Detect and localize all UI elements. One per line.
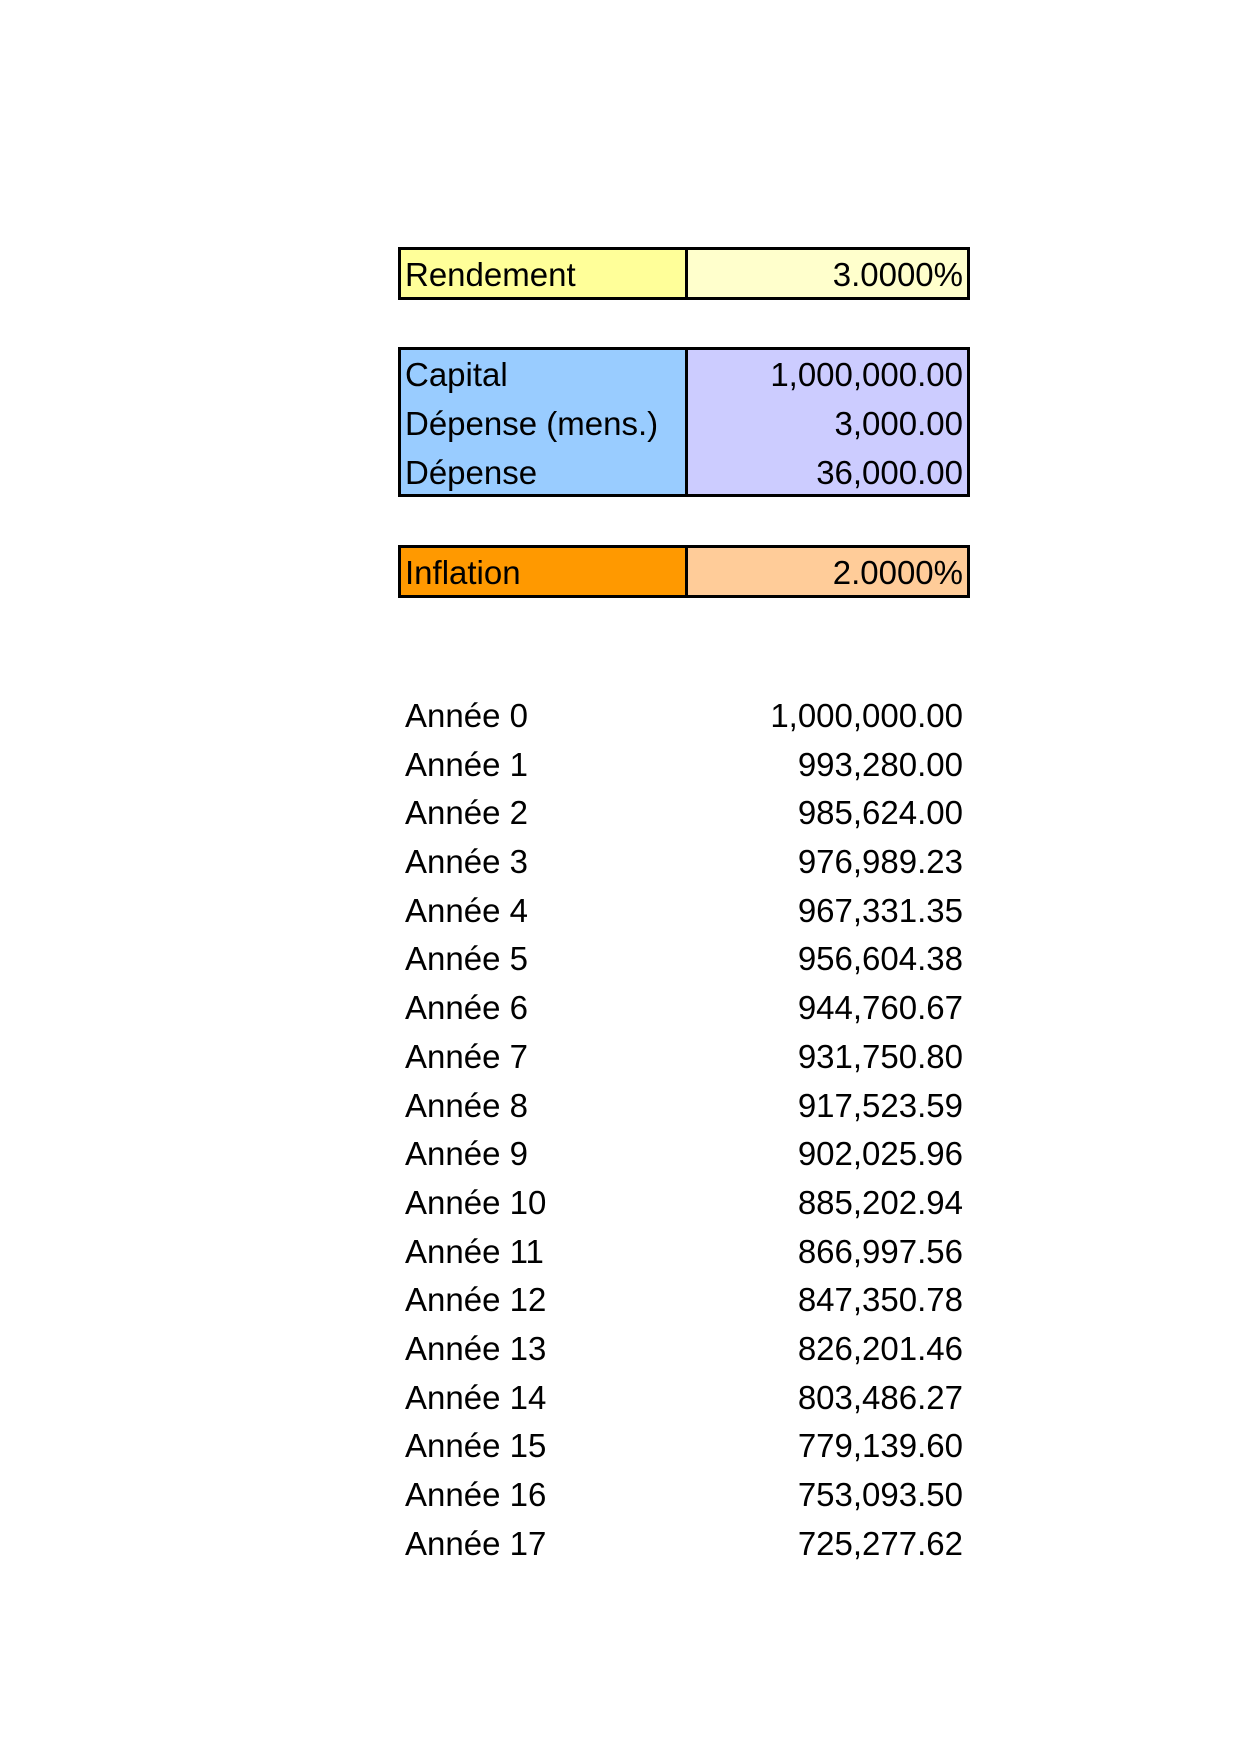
- year-row: [401, 1325, 967, 1374]
- year-label: Année 7: [405, 1037, 528, 1075]
- year-label: Année 1: [405, 745, 528, 783]
- year-row: [401, 1228, 967, 1277]
- year-row: [401, 1471, 967, 1520]
- year-value: 931,750.80: [797, 1037, 963, 1075]
- year-value: 1,000,000.00: [770, 697, 963, 734]
- year-row: [401, 1130, 967, 1179]
- year-value: 917,523.59: [797, 1086, 963, 1124]
- rendement-box: [398, 247, 970, 300]
- year-row: [401, 838, 967, 887]
- year-label: Année 17: [405, 1524, 547, 1562]
- year-row: [401, 1422, 967, 1471]
- year-label: Année 13: [405, 1329, 547, 1367]
- year-row: [401, 1033, 967, 1082]
- inflation-box: [398, 545, 970, 598]
- year-row: [401, 692, 967, 741]
- monthly-expense-label: Dépense (mens.): [405, 405, 659, 442]
- year-value: 902,025.96: [797, 1135, 963, 1173]
- year-value: 985,624.00: [797, 794, 963, 832]
- year-label: Année 10: [405, 1183, 547, 1221]
- year-label: Année 5: [405, 940, 528, 978]
- capital-labels-column: [401, 350, 688, 494]
- year-value: 956,604.38: [797, 940, 963, 978]
- year-label: Année 6: [405, 989, 528, 1027]
- year-row: [401, 789, 967, 838]
- year-row: [401, 741, 967, 790]
- rendement-value-cell: [688, 250, 967, 297]
- year-value: 725,277.62: [797, 1524, 963, 1562]
- year-label: Année 11: [405, 1232, 544, 1270]
- year-value: 866,997.56: [797, 1232, 963, 1270]
- monthly-expense-value: 3,000.00: [834, 405, 963, 442]
- year-value: 976,989.23: [797, 843, 963, 881]
- year-value: 826,201.46: [797, 1329, 963, 1367]
- rendement-label: Rendement: [405, 256, 576, 293]
- rendement-value: 3.0000%: [832, 256, 963, 293]
- year-value: 779,139.60: [797, 1427, 963, 1465]
- year-label: Année 9: [405, 1135, 528, 1173]
- year-label: Année 14: [405, 1378, 547, 1416]
- year-row: [401, 1374, 967, 1423]
- capital-box: [398, 347, 970, 497]
- years-table: [401, 692, 967, 1568]
- year-label: Année 3: [405, 843, 528, 881]
- year-value: 993,280.00: [797, 745, 963, 783]
- year-row: [401, 935, 967, 984]
- inflation-value: 2.0000%: [832, 554, 963, 591]
- year-label: Année 2: [405, 794, 528, 832]
- year-label: Année 15: [405, 1427, 547, 1465]
- year-row: [401, 1082, 967, 1131]
- year-row: [401, 887, 967, 936]
- year-value: 753,093.50: [797, 1476, 963, 1513]
- year-row: [401, 1179, 967, 1228]
- capital-values-column: [688, 350, 967, 494]
- inflation-value-cell: [688, 548, 967, 595]
- capital-label: Capital: [405, 356, 508, 393]
- year-label: Année 16: [405, 1476, 547, 1513]
- inflation-label: Inflation: [405, 554, 521, 591]
- year-value: 803,486.27: [797, 1378, 963, 1416]
- year-row: [401, 984, 967, 1033]
- year-value: 967,331.35: [797, 891, 963, 929]
- year-row: [401, 1520, 967, 1569]
- year-label: Année 0: [405, 697, 528, 734]
- expense-label: Dépense: [405, 454, 538, 491]
- rendement-label-cell: [401, 250, 688, 297]
- year-row: [401, 1276, 967, 1325]
- year-value: 847,350.78: [797, 1281, 963, 1319]
- capital-value: 1,000,000.00: [770, 356, 963, 393]
- year-label: Année 4: [405, 891, 528, 929]
- inflation-label-cell: [401, 548, 688, 595]
- year-label: Année 8: [405, 1086, 528, 1124]
- year-value: 944,760.67: [797, 989, 963, 1027]
- year-value: 885,202.94: [797, 1183, 963, 1221]
- year-label: Année 12: [405, 1281, 547, 1319]
- expense-value: 36,000.00: [816, 454, 963, 491]
